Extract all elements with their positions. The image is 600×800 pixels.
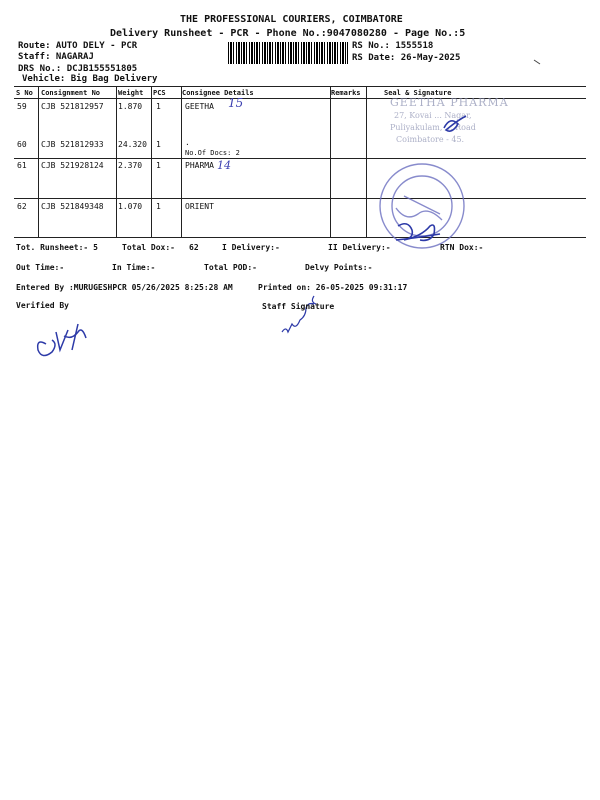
rs-number: RS No.: 1555518 bbox=[352, 41, 434, 51]
col-header-seal: Seal & Signature bbox=[384, 89, 452, 97]
ii-delivery: II Delivery:- bbox=[328, 243, 391, 252]
staff-signature-label: Staff Signature bbox=[262, 302, 335, 311]
row-sno: 61 bbox=[17, 161, 27, 170]
row-handwritten-note: 15 bbox=[228, 96, 244, 110]
staff-label: Staff: NAGARAJ bbox=[18, 52, 94, 62]
row-sno: 60 bbox=[17, 140, 27, 149]
verified-by: Verified By bbox=[16, 301, 69, 310]
row-pcs: 1 bbox=[156, 102, 161, 111]
drs-label: DRS No.: DCJB155551805 bbox=[18, 64, 138, 74]
row-pcs: 1 bbox=[156, 161, 161, 170]
stamp-line-2: 27, Kovai ... Nagar, bbox=[394, 111, 472, 120]
row-weight: 2.370 bbox=[118, 161, 143, 170]
row-consignee: PHARMA bbox=[185, 161, 214, 170]
row-weight: 1.870 bbox=[118, 102, 143, 111]
col-header-remarks: Remarks bbox=[331, 89, 361, 97]
total-dox-value: 62 bbox=[189, 243, 199, 252]
row-weight: 1.070 bbox=[118, 202, 143, 211]
row-consignment: CJB 521849348 bbox=[41, 202, 104, 211]
entered-by: Entered By :MURUGESHPCR 05/26/2025 8:25:28 AM bbox=[16, 283, 233, 292]
company-title: THE PROFESSIONAL COURIERS, COIMBATORE bbox=[180, 14, 403, 25]
round-seal-icon bbox=[380, 164, 464, 248]
row-sno: 59 bbox=[17, 102, 27, 111]
route-label: Route: AUTO DELY - PCR bbox=[18, 41, 138, 51]
row-consignee: ORIENT bbox=[185, 202, 214, 211]
row-handwritten-note: 14 bbox=[217, 159, 231, 172]
barcode bbox=[228, 42, 348, 64]
stamp-line-4: Coimbatore - 45. bbox=[396, 135, 465, 144]
delvy-points: Delvy Points:- bbox=[305, 263, 373, 272]
row-consignment: CJB 521928124 bbox=[41, 161, 104, 170]
margin-mark bbox=[534, 60, 540, 64]
i-delivery: I Delivery:- bbox=[222, 243, 280, 252]
in-time: In Time:- bbox=[112, 263, 156, 272]
col-header-pcs: PCS bbox=[153, 89, 166, 97]
total-pod: Total POD:- bbox=[204, 263, 257, 272]
total-dox-label: Total Dox:- bbox=[122, 243, 175, 252]
row-pcs: 1 bbox=[156, 140, 161, 149]
row-docs-count: No.Of Docs: 2 bbox=[185, 149, 240, 157]
col-header-sno: S No bbox=[16, 89, 33, 97]
pharmacy-stamp bbox=[370, 96, 530, 156]
vehicle-label: Vehicle: Big Bag Delivery bbox=[22, 74, 158, 84]
runsheet-subtitle: Delivery Runsheet - PCR - Phone No.:9047080280 - Page No.:5 bbox=[110, 28, 466, 39]
stamp-line-1: GEETHA PHARMA bbox=[390, 96, 509, 109]
rs-date: RS Date: 26-May-2025 bbox=[352, 53, 461, 63]
col-header-consignment: Consignment No bbox=[41, 89, 101, 97]
tot-runsheet: Tot. Runsheet:- 5 bbox=[16, 243, 98, 252]
row-sno: 62 bbox=[17, 202, 27, 211]
stamp-line-3: Puliyakulam, ... Road bbox=[390, 123, 476, 132]
col-header-consignee: Consignee Details bbox=[182, 89, 254, 97]
row-consignee: GEETHA bbox=[185, 102, 214, 111]
col-header-weight: Weight bbox=[118, 89, 144, 97]
row-consignee: . bbox=[185, 138, 190, 147]
out-time: Out Time:- bbox=[16, 263, 65, 272]
printed-on: Printed on: 26-05-2025 09:31:17 bbox=[258, 283, 408, 292]
row-pcs: 1 bbox=[156, 202, 161, 211]
verified-signature bbox=[38, 324, 86, 356]
row-weight: 24.320 bbox=[118, 140, 147, 149]
row-consignment: CJB 521812933 bbox=[41, 140, 104, 149]
rtn-dox: RTN Dox:- bbox=[440, 243, 484, 252]
row-consignment: CJB 521812957 bbox=[41, 102, 104, 111]
